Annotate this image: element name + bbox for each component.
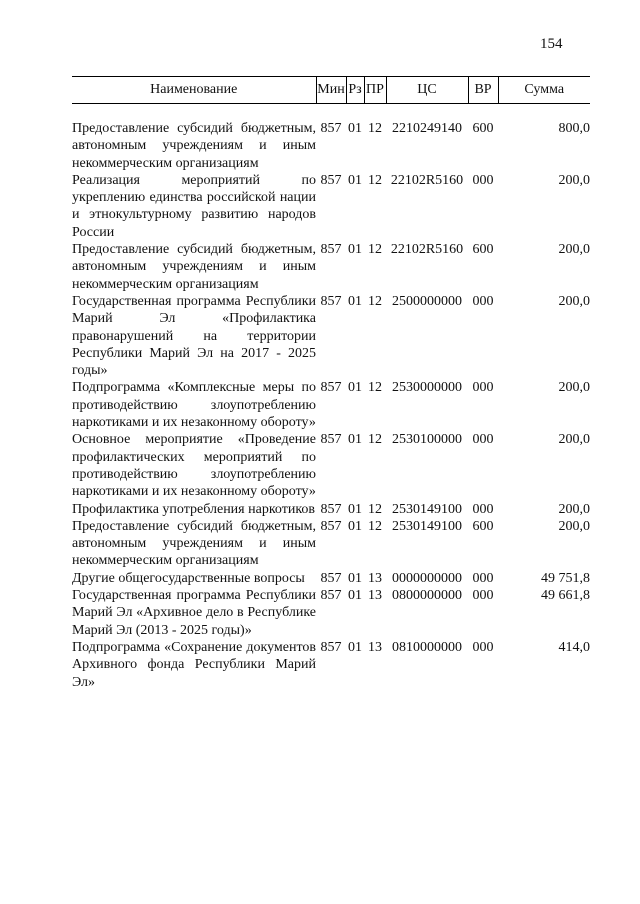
row-cs-cell: 22102R5160 [390,172,464,188]
row-pr-cell: 13 [368,639,382,655]
table-row [72,293,590,379]
row-name-cell: Государственная программа Республики Марий Эл «Архивное дело в Республике Марий Эл (2013 - 2025 годы)» [72,588,316,638]
row-min-cell: 857 [320,588,342,604]
table-row [72,241,590,293]
table-row [72,172,590,241]
row-cs-cell: 0000000000 [392,570,462,586]
row-rz-cell: 01 [348,172,362,188]
row-vr-cell: 000 [472,639,494,655]
row-rz-cell: 01 [348,432,362,448]
row-rz-cell: 01 [348,242,362,258]
table-row [72,379,590,431]
row-cs-cell: 2500000000 [392,293,462,309]
table-row [72,120,590,172]
row-vr-cell: 000 [472,172,494,188]
row-name-cell: Предоставление субсидий бюджетным, автономным учреждениям и иным некоммерческим организациям [72,242,316,292]
row-pr-cell: 12 [368,518,382,534]
row-name-cell: Профилактика употребления наркотиков [72,501,316,517]
row-vr-cell: 000 [472,570,494,586]
row-pr-cell: 12 [368,501,382,517]
row-cs-cell: 0800000000 [392,588,462,604]
row-min-cell: 857 [320,570,342,586]
table-row [72,570,590,587]
row-min-cell: 857 [320,639,342,655]
row-sum-cell: 200,0 [558,242,590,258]
row-sum-cell: 800,0 [558,121,590,136]
table-row [72,431,590,500]
table-row [72,587,590,639]
row-name-cell: Реализация мероприятий по укреплению единства российской нации и этнокультурному развитию народов России [72,172,316,240]
row-pr-cell: 13 [368,588,382,604]
row-sum-cell: 200,0 [558,501,590,517]
row-name-cell: Подпрограмма «Сохранение документов Архивного фонда Республики Марий Эл» [72,639,316,690]
row-min-cell: 857 [320,432,342,448]
page-number: 154 [540,36,563,52]
row-name-cell: Государственная программа Республики Марий Эл «Профилактика правонарушений на территории Республики Марий Эл на 2017 - 2025 годы» [72,293,316,379]
column-header-cs: ЦС [386,77,468,104]
row-min-cell: 857 [320,242,342,258]
table-row [72,518,590,570]
column-header-pr: ПР [364,77,386,104]
row-rz-cell: 01 [348,380,362,396]
column-header-sum: Сумма [498,77,590,104]
column-header-min: Мин [316,77,346,104]
row-pr-cell: 12 [368,432,382,448]
row-min-cell: 857 [320,380,342,396]
row-min-cell: 857 [320,293,342,309]
row-min-cell: 857 [320,518,342,534]
row-sum-cell: 49 661,8 [541,588,590,604]
row-pr-cell: 12 [368,380,382,396]
row-rz-cell: 01 [348,293,362,309]
row-pr-cell: 13 [368,570,382,586]
row-rz-cell: 01 [348,588,362,604]
row-rz-cell: 01 [348,639,362,655]
row-name-cell: Подпрограмма «Комплексные меры по противодействию злоупотреблению наркотиками и их незаконному обороту» [72,380,316,431]
table-row [72,639,590,691]
row-rz-cell: 01 [348,501,362,517]
row-cs-cell: 2530149100 [392,518,462,534]
row-name-cell: Предоставление субсидий бюджетным, автономным учреждениям и иным некоммерческим организациям [72,121,316,171]
row-name-cell: Основное мероприятие «Проведение профилактических мероприятий по противодействию злоупотреблению наркотиками и их незаконному обороту» [72,432,316,500]
row-cs-cell: 2530149100 [392,501,462,517]
row-sum-cell: 200,0 [558,293,590,309]
row-sum-cell: 200,0 [558,518,590,534]
row-sum-cell: 200,0 [558,380,590,396]
row-min-cell: 857 [320,501,342,517]
row-vr-cell: 600 [472,242,494,258]
row-cs-cell: 2530100000 [392,432,462,448]
row-rz-cell: 01 [348,121,362,136]
row-vr-cell: 000 [472,501,494,517]
row-sum-cell: 200,0 [558,432,590,448]
column-header-rz: Рз [346,77,364,104]
row-name-cell: Предоставление субсидий бюджетным, автономным учреждениям и иным некоммерческим организациям [72,518,316,569]
row-min-cell: 857 [320,172,342,188]
column-header-name: Наименование [72,77,316,104]
budget-table [72,76,590,691]
table-header-row [72,77,590,104]
row-vr-cell: 000 [472,380,494,396]
row-sum-cell: 200,0 [558,172,590,188]
row-vr-cell: 600 [472,518,494,534]
row-vr-cell: 000 [472,432,494,448]
row-cs-cell: 0810000000 [392,639,462,655]
row-vr-cell: 000 [472,588,494,604]
row-pr-cell: 12 [368,293,382,309]
row-sum-cell: 49 751,8 [541,570,590,586]
header-spacer [72,104,590,121]
row-vr-cell: 600 [472,121,494,136]
row-sum-cell: 414,0 [558,639,590,655]
row-cs-cell: 22102R5160 [390,242,464,258]
row-name-cell: Другие общегосударственные вопросы [72,570,305,586]
column-header-vr: ВР [468,77,498,104]
row-vr-cell: 000 [472,293,494,309]
table-row [72,501,590,518]
row-cs-cell: 2530000000 [392,380,462,396]
row-pr-cell: 12 [368,121,382,136]
row-rz-cell: 01 [348,518,362,534]
row-pr-cell: 12 [368,242,382,258]
row-min-cell: 857 [320,121,342,136]
row-rz-cell: 01 [348,570,362,586]
row-cs-cell: 2210249140 [392,121,462,136]
row-pr-cell: 12 [368,172,382,188]
